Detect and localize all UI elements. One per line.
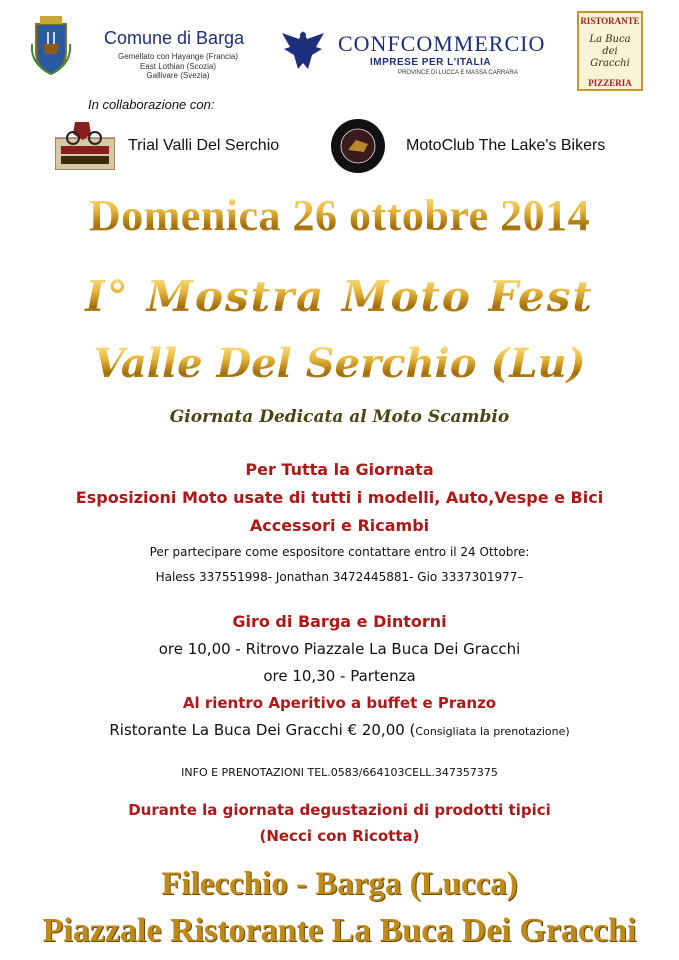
program-accessories: Accessori e Ricambi [249,516,430,535]
confcommercio-eagle-icon [278,25,328,75]
rist-logo-bottom: PIZZERIA [588,78,632,88]
lunch-info [0,721,679,739]
exhibitor-contact-intro: Per partecipare come espositore contattare entro il 24 Ottobre: [149,545,530,559]
twin-line: Gemellato con Hayange (Francia) [117,52,239,61]
barga-crest-logo [28,14,74,76]
exhibitor-contacts: Haless 337551998- Jonathan 3472445881- Gio 3337301977– [155,570,524,584]
lunch-note: Consigliata la prenotazione) [415,725,570,738]
tour-departure: ore 10,30 - Partenza [263,667,416,685]
confcommercio-province: PROVINCE DI LUCCA E MASSA CARRARA [398,70,518,76]
tour-title: Giro di Barga e Dintorni [232,612,447,631]
info-phone: INFO E PRENOTAZIONI TEL.0583/664103CELL.347357375 [181,766,498,779]
partner-trial-name: Trial Valli Del Serchio [128,137,280,154]
event-subtitle: Valle Del Serchio (Lu) [0,340,679,387]
program-exhibitions: Esposizioni Moto usate di tutti i modelli, Auto,Vespe e Bici [75,488,604,507]
twin-line: East Lothian (Scozia) [139,61,217,71]
tasting-necci: (Necci con Ricotta) [259,827,420,845]
confcommercio-name: CONFCOMMERCIO [338,31,546,56]
confcommercio-subtitle: IMPRESE PER L'ITALIA [370,57,492,68]
event-title: I° Mostra Moto Fest [0,272,679,321]
tour-meeting: ore 10,00 - Ritrovo Piazzale La Buca Dei Gracchi [158,640,521,658]
motoclub-logo [330,118,386,174]
program-heading-all-day: Per Tutta la Giornata [245,460,434,479]
trial-valli-logo [55,120,115,170]
twin-line: Gallivare (Svezia) [146,71,210,80]
rist-logo-mid: La Buca dei Gracchi [589,34,631,69]
collab-intro: In collaborazione con: [88,97,215,112]
event-tagline: Giornata Dedicata al Moto Scambio [169,407,510,427]
location-town: Filecchio - Barga (Lucca) [161,866,518,902]
comune-twinning [108,52,248,81]
ristorante-logo [577,11,643,91]
lunch-main: Ristorante La Buca Dei Gracchi € 20,00 ( [109,721,416,739]
event-date: Domenica 26 ottobre 2014 [0,190,679,241]
partner-motoclub-name: MotoClub The Lake's Bikers [406,137,606,154]
rist-logo-top: RISTORANTE [580,16,640,26]
tasting-line: Durante la giornata degustazioni di prodotti tipici [128,801,551,819]
return-aperitivo: Al rientro Aperitivo a buffet e Pranzo [182,694,497,712]
comune-name: Comune di Barga [104,28,245,48]
location-venue: Piazzale Ristorante La Buca Dei Gracchi [42,912,637,949]
